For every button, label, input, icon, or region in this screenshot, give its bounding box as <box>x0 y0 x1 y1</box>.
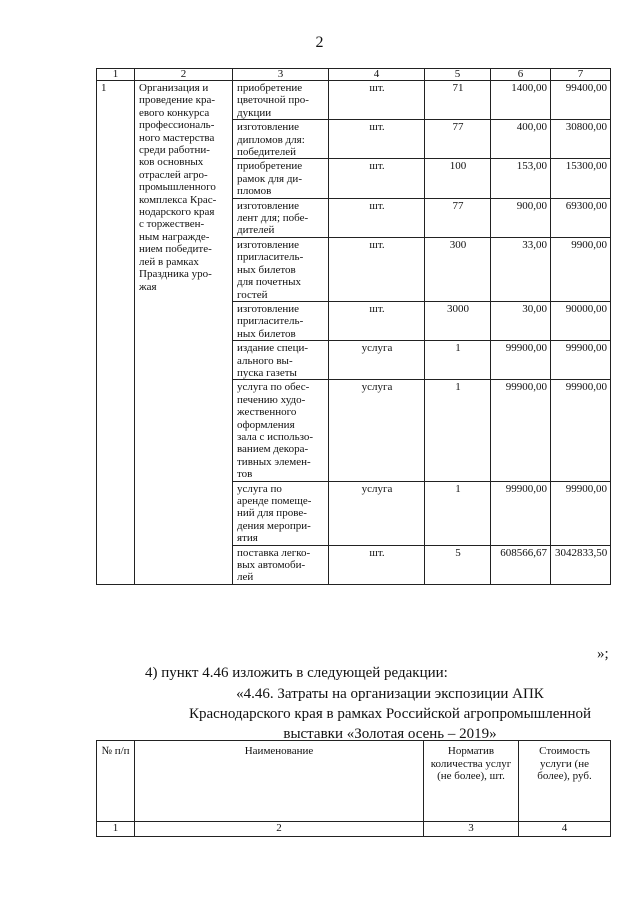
header-name: Наименование <box>135 741 424 822</box>
header-number: № п/п <box>97 741 135 822</box>
item-total: 30800,00 <box>551 120 611 159</box>
column-number: 5 <box>425 69 491 81</box>
item-unit: шт. <box>329 198 425 237</box>
header-quantity-norm: Норматив количества услуг (не более), шт. <box>424 741 519 822</box>
item-price: 30,00 <box>491 301 551 340</box>
item-total: 9900,00 <box>551 237 611 301</box>
item-unit: шт. <box>329 301 425 340</box>
item-unit: шт. <box>329 545 425 584</box>
item-unit: услуга <box>329 380 425 481</box>
item-unit: услуга <box>329 481 425 545</box>
item-price: 99900,00 <box>491 341 551 380</box>
row-number: 1 <box>97 81 135 585</box>
column-number: 1 <box>97 69 135 81</box>
expense-table <box>96 68 611 585</box>
closing-quote: »; <box>597 646 609 662</box>
item-name: услуга по аренде помеще- ний для прове- дения меропри- ятия <box>233 481 329 545</box>
item-price: 1400,00 <box>491 81 551 120</box>
item-quantity: 1 <box>425 380 491 481</box>
item-price: 33,00 <box>491 237 551 301</box>
item-price: 400,00 <box>491 120 551 159</box>
item-quantity: 1 <box>425 481 491 545</box>
item-quantity: 77 <box>425 120 491 159</box>
item-unit: шт. <box>329 81 425 120</box>
item-name: изготовление пригласитель- ных билетов <box>233 301 329 340</box>
table-row <box>97 81 611 120</box>
header-cost: Стоимость услуги (не более), руб. <box>519 741 611 822</box>
column-number: 3 <box>424 822 519 837</box>
item-name: приобретение цветочной про- дукции <box>233 81 329 120</box>
item-total: 69300,00 <box>551 198 611 237</box>
item-name: издание специ- ального вы- пуска газеты <box>233 341 329 380</box>
item-total: 90000,00 <box>551 301 611 340</box>
item-total: 99400,00 <box>551 81 611 120</box>
item-quantity: 77 <box>425 198 491 237</box>
column-number: 1 <box>97 822 135 837</box>
item-unit: шт. <box>329 159 425 198</box>
column-number: 6 <box>491 69 551 81</box>
item-name: поставка легко- вых автомоби- лей <box>233 545 329 584</box>
item-quantity: 1 <box>425 341 491 380</box>
item-quantity: 71 <box>425 81 491 120</box>
item-name: приобретение рамок для ди- пломов <box>233 159 329 198</box>
column-number: 4 <box>329 69 425 81</box>
item-quantity: 5 <box>425 545 491 584</box>
item-quantity: 300 <box>425 237 491 301</box>
item-total: 99900,00 <box>551 481 611 545</box>
table-header-row <box>97 741 611 822</box>
item-unit: услуга <box>329 341 425 380</box>
item-name: изготовление дипломов для: победителей <box>233 120 329 159</box>
page-number: 2 <box>315 34 324 51</box>
event-description: Организация и проведение кра- евого конкурса профессиональ- ного мастерства среди работни- ков основных отраслей агро- промышленного комплекса Крас- нодарского края с торжествен- ным награжде- нием победите- лей в рамках Праздника уро- жая <box>135 81 233 585</box>
item-quantity: 3000 <box>425 301 491 340</box>
item-total: 3042833,50 <box>551 545 611 584</box>
item-price: 99900,00 <box>491 380 551 481</box>
item-name: услуга по обес- печению худо- жественного оформления зала с использо- ванием декора- тивных элемен- тов <box>233 380 329 481</box>
item-name: изготовление лент для; побе- дителей <box>233 198 329 237</box>
item-total: 15300,00 <box>551 159 611 198</box>
exposition-table <box>96 740 611 837</box>
item-price: 900,00 <box>491 198 551 237</box>
item-total: 99900,00 <box>551 341 611 380</box>
item-price: 153,00 <box>491 159 551 198</box>
item-price: 99900,00 <box>491 481 551 545</box>
column-number: 2 <box>135 69 233 81</box>
column-number: 7 <box>551 69 611 81</box>
item-total: 99900,00 <box>551 380 611 481</box>
item-price: 608566,67 <box>491 545 551 584</box>
item-unit: шт. <box>329 120 425 159</box>
table-header-row <box>97 69 611 81</box>
column-number: 2 <box>135 822 424 837</box>
table-number-row <box>97 822 611 837</box>
section-heading: «4.46. Затраты на организации экспозиции АПК Краснодарского края в рамках Российской агропромышленной выставки «Золотая осень – 2019» <box>188 686 592 742</box>
item-unit: шт. <box>329 237 425 301</box>
column-number: 4 <box>519 822 611 837</box>
item-name: изготовление пригласитель- ных билетов для почетных гостей <box>233 237 329 301</box>
item-quantity: 100 <box>425 159 491 198</box>
amendment-item: 4) пункт 4.46 изложить в следующей редакции: <box>145 665 448 681</box>
column-number: 3 <box>233 69 329 81</box>
